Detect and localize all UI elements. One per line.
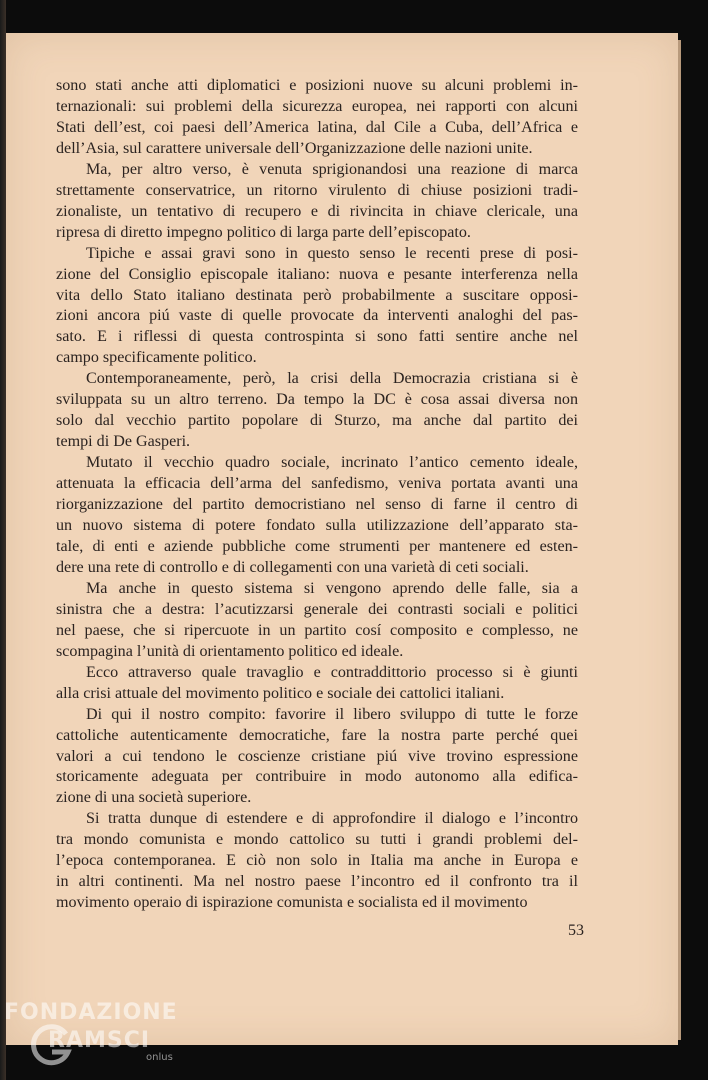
text-line: cattoliche autenticamente democratiche, fare la nostra parte perché quei: [56, 726, 578, 744]
watermark-onlus: onlus: [146, 1052, 173, 1063]
text-line: nel paese, che si ripercuote in un partito cosí composito e complesso, ne: [56, 621, 578, 639]
text-line: Di qui il nostro compito: favorire il libero sviluppo di tutte le forze: [86, 705, 578, 723]
text-line: tale, di enti e aziende pubbliche come strumenti per mantenere ed esten-: [56, 537, 578, 555]
text-line: valori a cui tendono le coscienze cristiane piú vive trovino espressione: [56, 747, 578, 765]
text-line: riorganizzazione del partito democristiano nel senso di farne il centro di: [56, 496, 578, 514]
text-line: dere una rete di controllo e di collegamenti con una varietà di ceti sociali.: [56, 558, 529, 576]
text-line: Ecco attraverso quale travaglio e contraddittorio processo si è giunti: [86, 663, 578, 681]
text-line: scompagina l’unità di orientamento politico ed ideale.: [56, 642, 404, 660]
text-line: ternazionali: sui problemi della sicurezza europea, nei rapporti con alcuni: [56, 97, 578, 115]
text-line: attenuata la efficacia dell’arma del sanfedismo, veniva portata avanti una: [56, 475, 578, 493]
page-number: 53: [568, 922, 584, 939]
text-line: l’epoca contemporanea. E ciò non solo in Italia ma anche in Europa e: [56, 852, 578, 870]
text-line: sviluppata su un altro terreno. Da tempo la DC è cosa assai diversa non: [56, 391, 578, 409]
watermark-line2: RAMSCI: [48, 1028, 151, 1053]
watermark-line1: FONDAZIONE: [4, 1000, 178, 1025]
text-line: solo dal vecchio partito popolare di Sturzo, ma anche dal partito dei: [56, 412, 578, 430]
text-line: Ma anche in questo sistema si vengono aprendo delle falle, sia a: [86, 579, 578, 597]
text-line: zione del Consiglio episcopale italiano: nuova e pesante interferenza nella: [56, 265, 578, 283]
page-edge: [678, 40, 681, 1040]
text-line: Ma, per altro verso, è venuta sprigionandosi una reazione di marca: [86, 160, 578, 178]
text-line: campo specificamente politico.: [56, 349, 257, 367]
text-line: zione di una società superiore.: [56, 789, 252, 807]
text-line: zionaliste, un tentativo di recupero e di rivincita in chiave clericale, una: [56, 202, 578, 220]
text-line: vita dello Stato italiano destinata però probabilmente a suscitare opposi-: [56, 286, 578, 304]
body-text: [56, 76, 578, 914]
text-line: dell’Asia, sul carattere universale dell’Organizzazione delle nazioni unite.: [56, 139, 533, 157]
text-line: Stati dell’est, coi paesi dell’America latina, dal Cile a Cuba, dell’Africa e: [56, 118, 578, 136]
text-line: strettamente conservatrice, un ritorno virulento di chiuse posizioni tradi-: [56, 181, 578, 199]
text-line: Contemporaneamente, però, la crisi della Democrazia cristiana si è: [86, 370, 578, 388]
text-line: in altri continenti. Ma nel nostro paese l’incontro ed il confronto tra il: [56, 873, 578, 891]
text-line: tempi di De Gasperi.: [56, 433, 191, 451]
text-line: ripresa di diretto impegno politico di larga parte dell’episcopato.: [56, 223, 471, 241]
text-line: storicamente adeguata per contribuire in modo autonomo alla edifica-: [56, 768, 578, 786]
text-line: movimento operaio di ispirazione comunista e socialista ed il movimento: [56, 894, 528, 912]
text-line: zioni ancora piú vaste di quelle provocate da interventi analoghi del pas-: [56, 307, 578, 325]
text-line: tra mondo comunista e mondo cattolico su tutti i grandi problemi del-: [56, 831, 578, 849]
text-line: un nuovo sistema di potere fondato sulla utilizzazione dell’apparato sta-: [56, 517, 578, 535]
text-line: Tipiche e assai gravi sono in questo senso le recenti prese di posi-: [86, 244, 578, 262]
watermark: [4, 1000, 204, 1080]
text-line: sato. E i riflessi di questa controspinta si sono fatti sentire anche nel: [56, 328, 578, 346]
text-line: Si tratta dunque di estendere e di approfondire il dialogo e l’incontro: [86, 810, 578, 828]
text-line: Mutato il vecchio quadro sociale, incrinato l’antico cemento ideale,: [86, 454, 578, 472]
text-line: sinistra che a destra: l’acutizzarsi generale dei contrasti sociali e politici: [56, 600, 578, 618]
text-line: sono stati anche atti diplomatici e posizioni nuove su alcuni problemi in-: [56, 77, 578, 94]
text-line: alla crisi attuale del movimento politico e sociale dei cattolici italiani.: [56, 684, 505, 702]
